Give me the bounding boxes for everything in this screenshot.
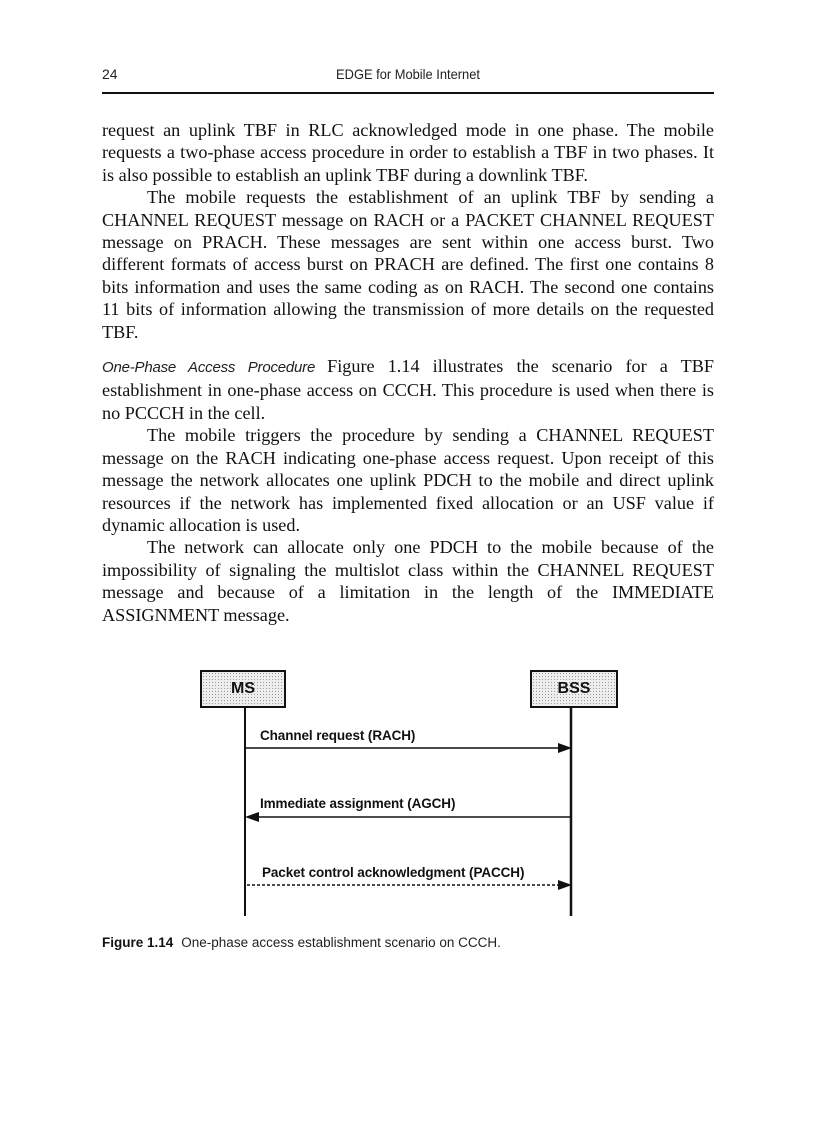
figure-label: Figure 1.14 (102, 935, 174, 950)
running-title: EDGE for Mobile Internet (336, 66, 480, 82)
message-label-channel-request: Channel request (RACH) (260, 728, 416, 743)
figure-caption (102, 935, 714, 950)
paragraph-2: The mobile requests the establishment of an uplink TBF by sending a CHANNEL REQUEST message on RACH or a PACKET CHANNEL REQUEST message on PRACH. These messages are sent within one access burst. Two different formats of access burst on PRACH are defined. The first one contains 8 bits information and uses the same coding as on RACH. The second one contains 11 bits of information allowing the transmission of more details on the requested TBF. (102, 187, 714, 342)
message-label-packet-control-ack: Packet control acknowledgment (PACCH) (262, 865, 525, 880)
figure-caption-text: One-phase access establishment scenario on CCCH. (181, 935, 501, 950)
arrowhead-left-2 (245, 812, 259, 822)
paragraph-3 (102, 355, 714, 424)
page-number: 24 (102, 66, 118, 82)
sequence-diagram (196, 668, 626, 920)
message-label-immediate-assignment: Immediate assignment (AGCH) (260, 796, 456, 811)
paragraph-1: request an uplink TBF in RLC acknowledged mode in one phase. The mobile requests a two-phase access procedure in order to establish a TBF in two phases. It is also possible to establish an uplink TBF during a downlink TBF. (102, 120, 714, 185)
paragraph-5: The network can allocate only one PDCH to the mobile because of the impossibility of signaling the multislot class within the CHANNEL REQUEST message and because of a limitation in the length of the IMMEDIATE ASSIGNMENT message. (102, 537, 714, 625)
ms-entity-box: MS (200, 670, 286, 708)
paragraph-3-text: Figure 1.14 illustrates the scenario for a TBF establishment in one-phase access on CCCH. This procedure is used when there is no PCCCH in the cell. (102, 356, 714, 423)
running-header (102, 66, 714, 94)
runin-heading: One-Phase Access Procedure (102, 359, 316, 377)
bss-entity-box: BSS (530, 670, 618, 708)
body-text (102, 119, 714, 626)
paragraph-4: The mobile triggers the procedure by sending a CHANNEL REQUEST message on the RACH indicating one-phase access request. Upon receipt of this message the network allocates one uplink PDCH to the mobile and direct uplink resources if the network has implemented fixed allocation or an USF value if dynamic allocation is used. (102, 425, 714, 535)
